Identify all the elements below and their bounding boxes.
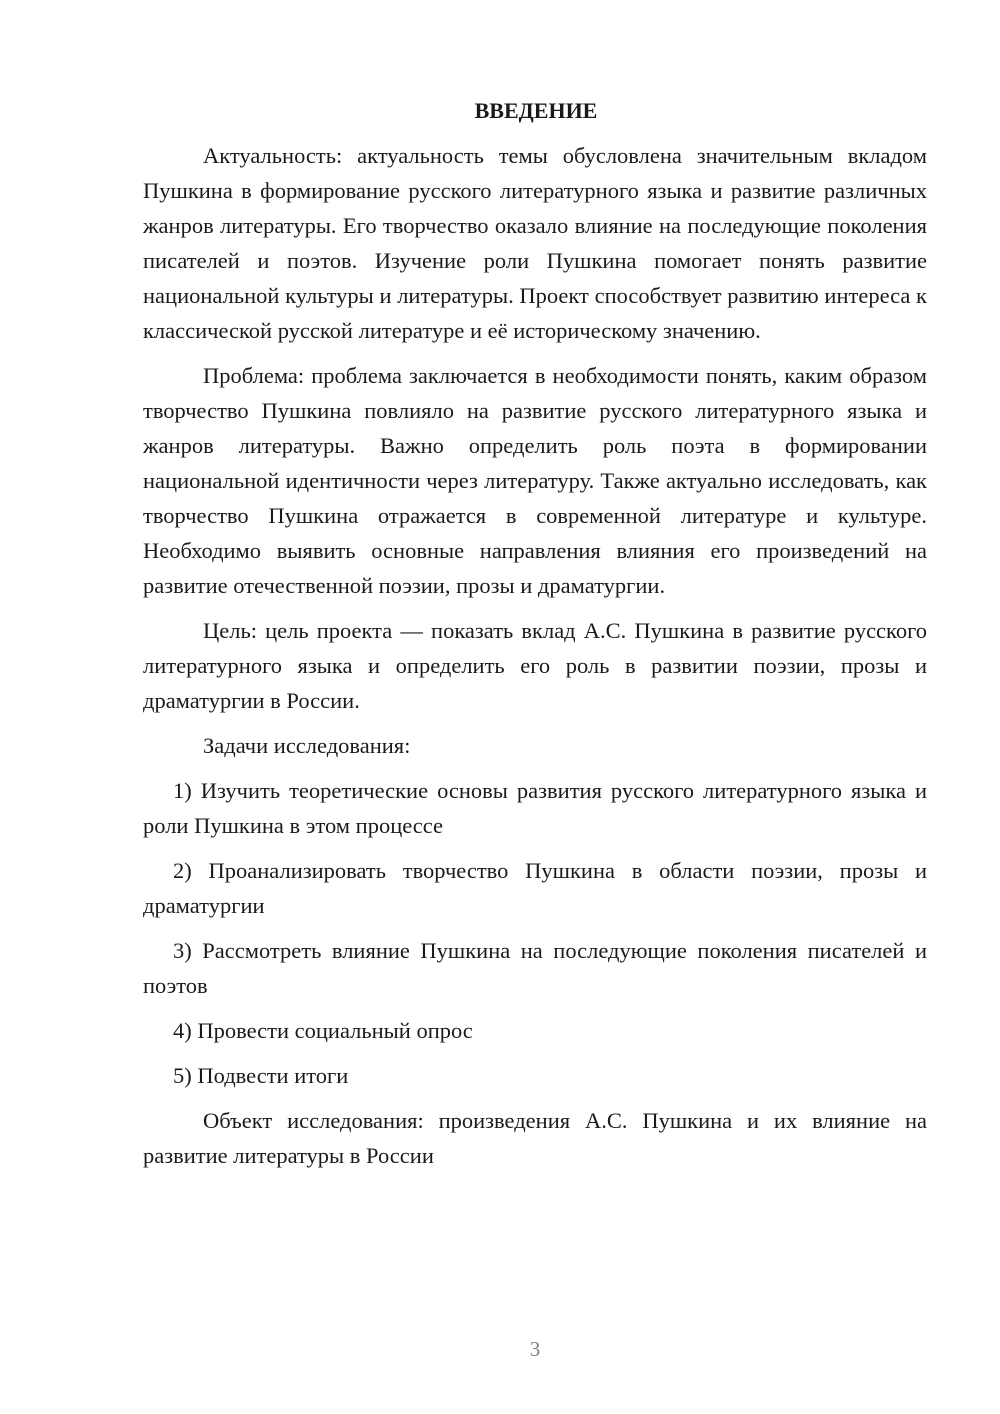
object-paragraph: Объект исследования: произведения А.С. Пушкина и их влияние на развитие литературы в России bbox=[143, 1108, 927, 1168]
task-item: 1) Изучить теоретические основы развития русского литературного языка и роли Пушкина в этом процессе bbox=[143, 778, 927, 838]
task-item: 4) Провести социальный опрос bbox=[173, 1018, 473, 1043]
tasks-heading: Задачи исследования: bbox=[203, 733, 411, 758]
page-number: 3 bbox=[529, 1337, 541, 1361]
page-content bbox=[143, 93, 927, 1183]
page-title: ВВЕДЕНИЕ bbox=[474, 98, 598, 123]
relevance-paragraph: Актуальность: актуальность темы обусловлена значительным вкладом Пушкина в формирование русского литературного языка и развитие различных жанров литературы. Его творчество оказало влияние на последующие поколения писателей и поэтов. Изучение роли Пушкина помогает понять развитие национальной культуры и литературы. Проект способствует развитию интереса к классической русской литературе и её историческому значению. bbox=[143, 143, 927, 343]
task-item: 5) Подвести итоги bbox=[173, 1063, 349, 1088]
task-item: 3) Рассмотреть влияние Пушкина на последующие поколения писателей и поэтов bbox=[143, 938, 927, 998]
problem-paragraph: Проблема: проблема заключается в необходимости понять, каким образом творчество Пушкина повлияло на развитие русского литературного языка и жанров литературы. Важно определить роль поэта в формировании национальной идентичности через литературу. Также актуально исследовать, как творчество Пушкина отражается в современной литературе и культуре. Необходимо выявить основные направления влияния его произведений на развитие отечественной поэзии, прозы и драматургии. bbox=[143, 363, 927, 598]
goal-paragraph: Цель: цель проекта — показать вклад А.С. Пушкина в развитие русского литературного языка и определить его роль в развитии поэзии, прозы и драматургии в России. bbox=[143, 618, 927, 713]
task-item: 2) Проанализировать творчество Пушкина в области поэзии, прозы и драматургии bbox=[143, 858, 927, 918]
